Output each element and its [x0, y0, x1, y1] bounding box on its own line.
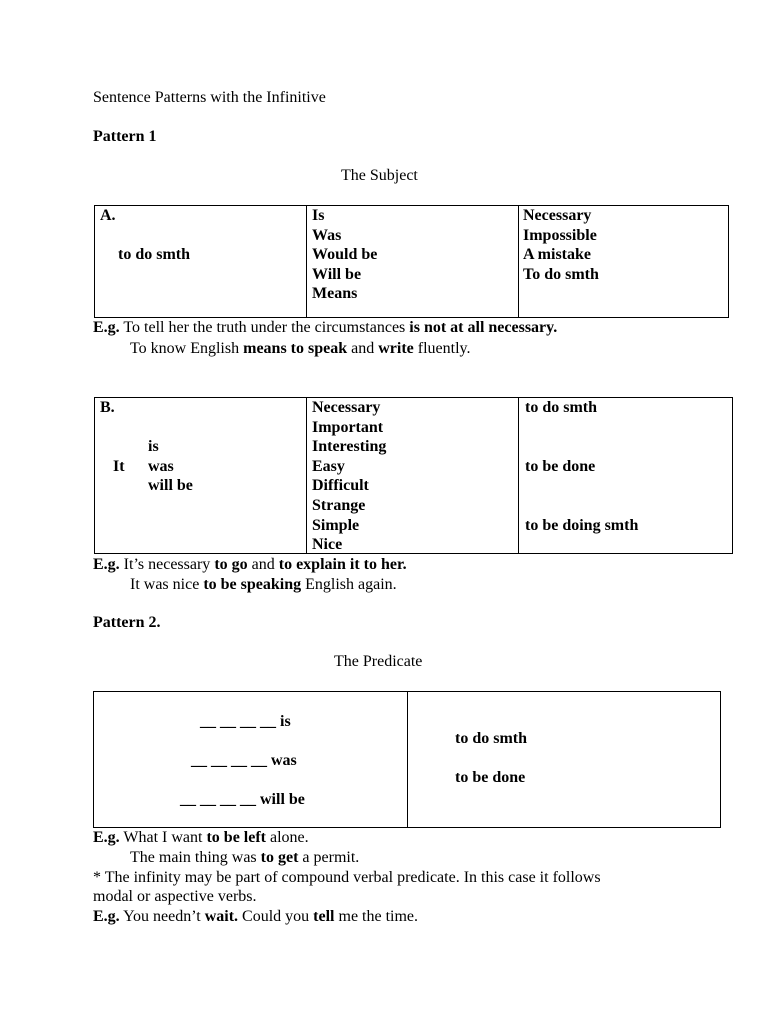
- table-a-verbs: [312, 206, 377, 304]
- predicate-infinitive: to be done: [455, 769, 526, 786]
- example-text: English again.: [301, 576, 397, 593]
- example-b-line-2: [130, 575, 397, 595]
- example-emphasis: is not at all necessary.: [409, 319, 558, 336]
- example-emphasis: to get: [260, 849, 299, 866]
- predicate-subheading: The Predicate: [334, 653, 423, 670]
- table-b-label: B.: [100, 399, 115, 416]
- example-text: me the time.: [334, 908, 419, 925]
- predicate-blank: __ __ __ __ was: [191, 752, 297, 769]
- table-b-infinitive: to be doing smth: [525, 517, 639, 534]
- example-text: alone.: [266, 829, 309, 846]
- pattern-1-heading: Pattern 1: [93, 128, 157, 145]
- example-a-line-2: [130, 339, 471, 359]
- table-b-adjective: Easy: [312, 457, 345, 475]
- table-b-adjective: Necessary: [312, 399, 381, 416]
- example-b-line-1: [93, 555, 407, 575]
- table-b-verb: is: [148, 438, 159, 455]
- table-b-verb: was: [148, 457, 174, 475]
- example-emphasis: to be left: [206, 829, 266, 846]
- table-b-it: It: [113, 458, 125, 475]
- table-a-complement: Necessary: [523, 207, 592, 224]
- example-text: Could you: [238, 908, 314, 925]
- example-text: and: [247, 556, 279, 573]
- example-prefix: E.g.: [93, 556, 120, 573]
- predicate-blank: __ __ __ __ will be: [180, 791, 305, 808]
- table-b-verbs: [148, 437, 193, 496]
- table-a-verb: Was: [312, 226, 342, 244]
- note-line-1: * The infinity may be part of compound verbal predicate. In this case it follows: [93, 869, 601, 886]
- example-emphasis: to explain it to her.: [278, 556, 407, 573]
- table-a-verb: Will be: [312, 265, 362, 283]
- example-text: What I want: [119, 829, 207, 846]
- table-b-adjective: Nice: [312, 536, 343, 554]
- predicate-table: [93, 691, 721, 828]
- example-prefix: E.g.: [93, 319, 120, 336]
- example-emphasis: tell: [313, 908, 335, 925]
- example-text: To know English: [130, 340, 244, 357]
- table-b-infinitive: to do smth: [525, 399, 598, 416]
- example-text: a permit.: [298, 849, 360, 866]
- table-a-verb: Is: [312, 207, 325, 224]
- table-a-complement: A mistake: [523, 246, 591, 264]
- table-a-complements: [523, 206, 599, 284]
- table-b-verb: will be: [148, 477, 193, 495]
- table-b-adjective: Difficult: [312, 477, 369, 495]
- example-prefix: E.g.: [93, 908, 120, 925]
- example-emphasis: write: [378, 340, 414, 357]
- example-emphasis: to go: [214, 556, 248, 573]
- table-b-adjective: Strange: [312, 496, 366, 514]
- example-p2-line-1: [93, 828, 309, 848]
- example-text: The main thing was: [130, 849, 261, 866]
- subject-subheading: The Subject: [341, 167, 418, 184]
- example-p2-line-3: [93, 907, 418, 927]
- example-text: and: [347, 340, 379, 357]
- example-text: It’s necessary: [119, 556, 215, 573]
- example-text: It was nice: [130, 576, 204, 593]
- document-title: Sentence Patterns with the Infinitive: [93, 89, 326, 106]
- predicate-infinitive: to do smth: [455, 730, 528, 747]
- pattern-2-heading: Pattern 2.: [93, 614, 161, 631]
- example-emphasis: wait.: [204, 908, 239, 925]
- table-b-infinitive: to be done: [525, 458, 596, 475]
- example-emphasis: means to speak: [243, 340, 348, 357]
- example-text: To tell her the truth under the circumstances: [119, 319, 410, 336]
- predicate-blank: __ __ __ __ is: [200, 713, 291, 730]
- table-a: [94, 205, 729, 318]
- example-text: fluently.: [413, 340, 471, 357]
- table-a-complement: Impossible: [523, 226, 597, 244]
- table-b-adjective: Interesting: [312, 438, 387, 456]
- table-b-adjectives: [312, 398, 386, 555]
- table-b: [94, 397, 733, 554]
- table-a-verb: Means: [312, 285, 358, 303]
- table-a-verb: Would be: [312, 246, 378, 264]
- example-a-line-1: [93, 318, 557, 338]
- table-b-adjective: Important: [312, 418, 384, 436]
- note-line-2: modal or aspective verbs.: [93, 888, 257, 905]
- table-a-subject: to do smth: [118, 246, 191, 263]
- example-text: You needn’t: [119, 908, 205, 925]
- table-b-adjective: Simple: [312, 516, 360, 534]
- example-p2-line-2: [130, 848, 359, 868]
- table-a-complement: To do smth: [523, 265, 599, 283]
- example-prefix: E.g.: [93, 829, 120, 846]
- example-emphasis: to be speaking: [203, 576, 302, 593]
- table-a-label: A.: [100, 207, 116, 224]
